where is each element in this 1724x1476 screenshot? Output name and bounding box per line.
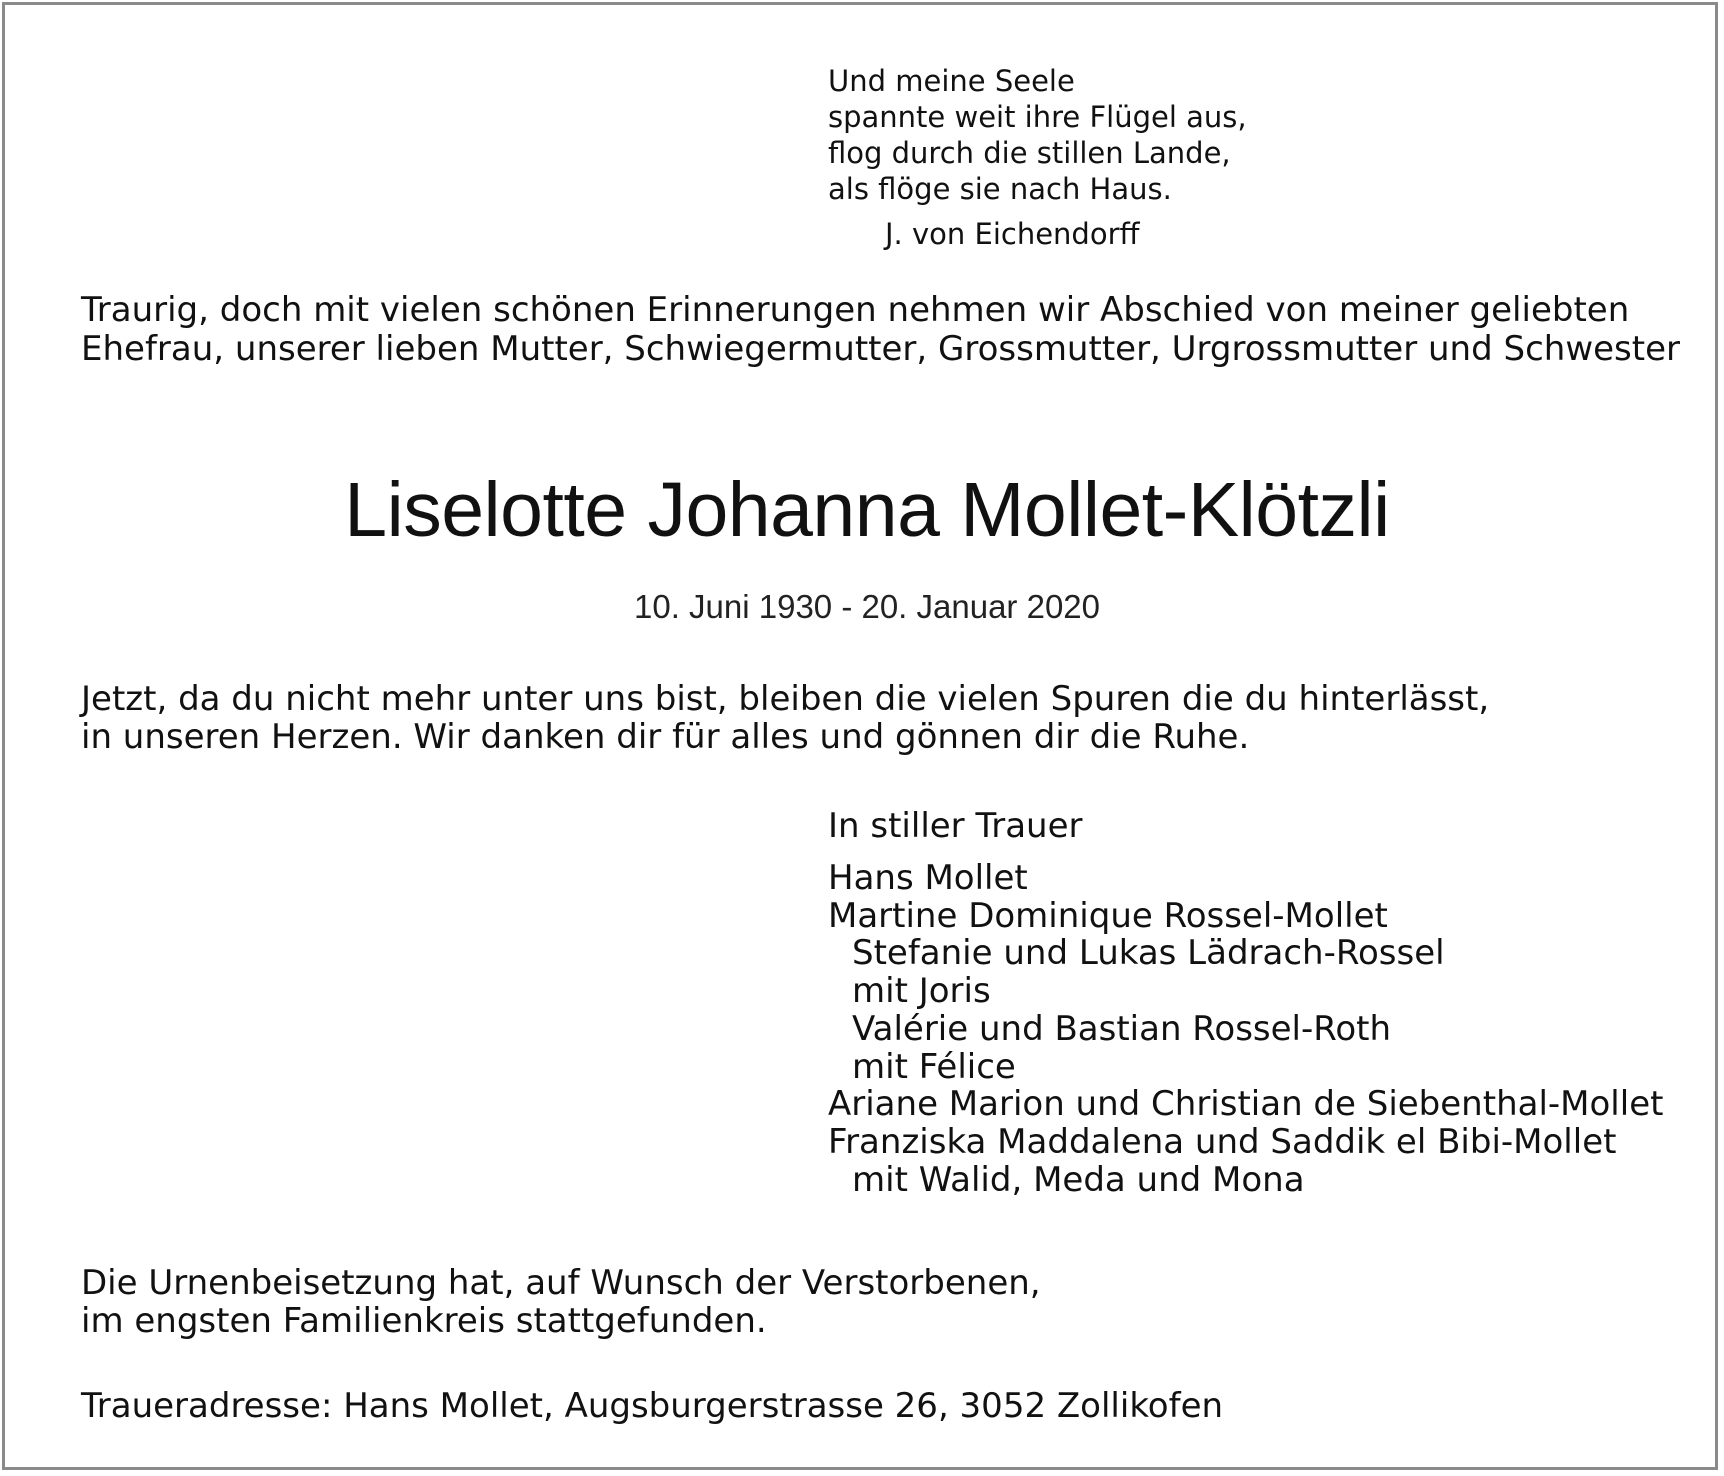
obituary-frame	[2, 2, 1718, 1470]
deceased-name: Liselotte Johanna Mollet-Klötzli	[344, 467, 1390, 553]
poem	[828, 63, 1247, 207]
mourner-name: Martine Dominique Rossel-Mollet	[828, 895, 1388, 936]
mourner-name: Franziska Maddalena und Saddik el Bibi-Mollet	[828, 1121, 1617, 1162]
intro-line: Traurig, doch mit vielen schönen Erinnerungen nehmen wir Abschied von meiner geliebten	[81, 290, 1630, 330]
funeral-line: im engsten Familienkreis stattgefunden.	[81, 1301, 767, 1341]
mourner-name: Stefanie und Lukas Lädrach-Rossel	[852, 933, 1445, 974]
life-dates: 10. Juni 1930 - 20. Januar 2020	[633, 588, 1100, 625]
poem-line: spannte weit ihre Flügel aus,	[828, 100, 1247, 134]
intro-line: Ehefrau, unserer lieben Mutter, Schwiegermutter, Grossmutter, Urgrossmutter und Schwester	[81, 329, 1680, 369]
mourner-name: mit Félice	[852, 1046, 1016, 1087]
message-line: Jetzt, da du nicht mehr unter uns bist, bleiben die vielen Spuren die du hinterlässt,	[81, 679, 1490, 719]
funeral-note	[81, 1264, 1041, 1340]
mourner-name: Hans Mollet	[828, 858, 1028, 898]
mourner-name: Valérie und Bastian Rossel-Roth	[852, 1008, 1392, 1049]
mourner-name: Ariane Marion und Christian de Siebenthal-Mollet	[828, 1084, 1664, 1125]
intro-text	[81, 291, 1680, 369]
mourner-name: mit Joris	[852, 971, 991, 1012]
poem-line: Und meine Seele	[828, 64, 1075, 98]
mourner-name: mit Walid, Meda und Mona	[852, 1159, 1305, 1200]
mourning-address: Traueradresse: Hans Mollet, Augsburgerstrasse 26, 3052 Zollikofen	[81, 1386, 1224, 1426]
message-line: in unseren Herzen. Wir danken dir für alles und gönnen dir die Ruhe.	[81, 717, 1250, 757]
poem-line: flog durch die stillen Lande,	[828, 136, 1231, 170]
poem-author: J. von Eichendorff	[885, 217, 1140, 251]
poem-line: als flöge sie nach Haus.	[828, 172, 1172, 206]
mourners-list	[828, 860, 1663, 1199]
mourners-heading: In stiller Trauer	[828, 806, 1083, 846]
farewell-message	[81, 680, 1489, 756]
funeral-line: Die Urnenbeisetzung hat, auf Wunsch der Verstorbenen,	[81, 1263, 1041, 1303]
